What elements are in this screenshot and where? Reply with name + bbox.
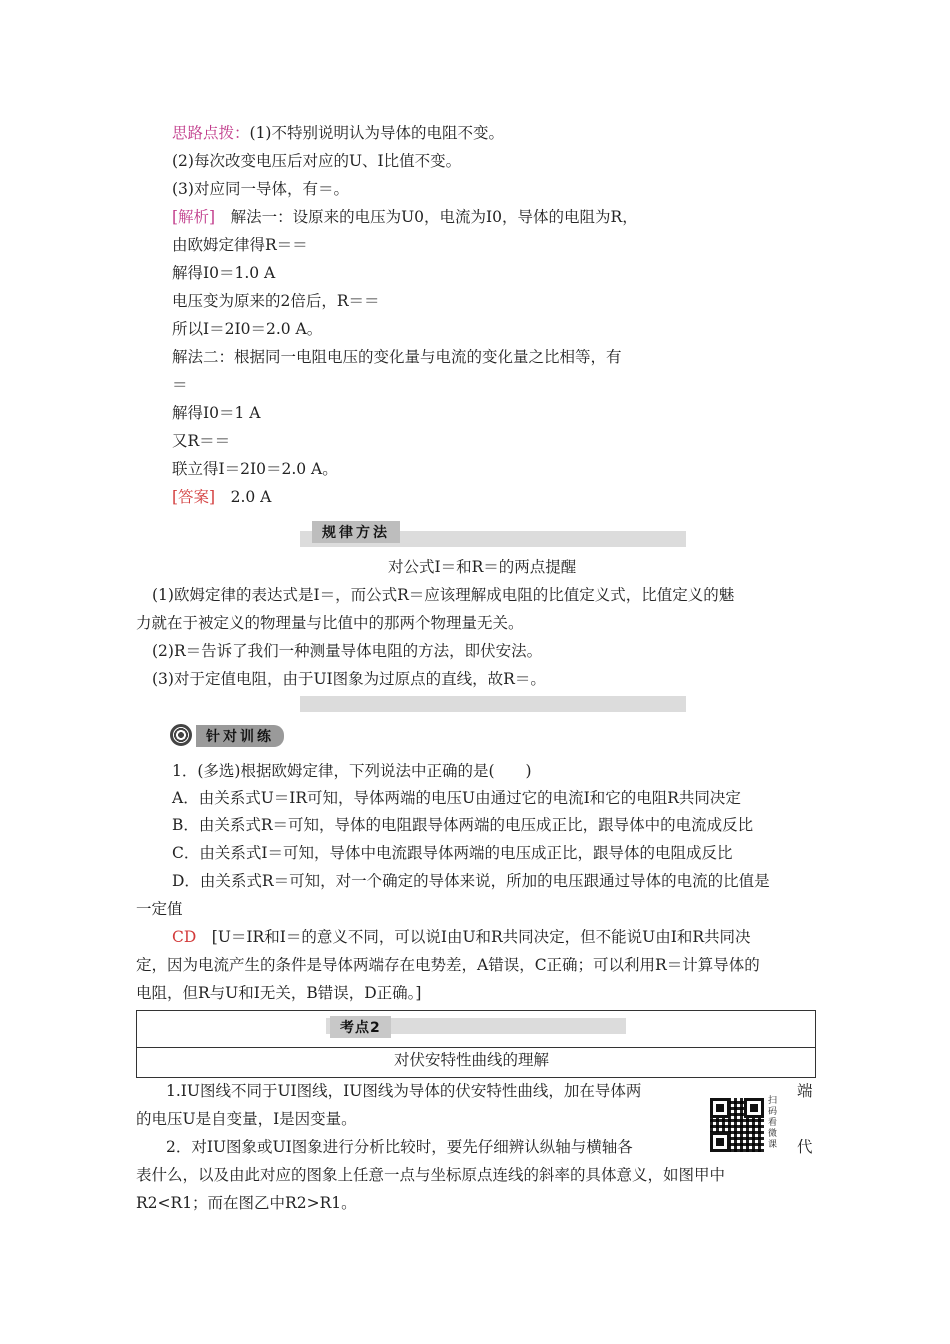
option-d-1: D．由关系式R＝可知，对一个确定的导体来说，所加的电压跟通过导体的电流的比值是 [172, 872, 770, 890]
option-c: C．由关系式I＝可知，导体中电流跟导体两端的电压成正比，跟导体的电阻成反比 [172, 844, 733, 862]
hint-line-3: (3)对应同一导体，有＝。 [172, 180, 349, 198]
solution-line-6: 解法二：根据同一电阻电压的变化量与电流的变化量之比相等，有 [172, 348, 622, 366]
qr-caption: 扫码看微课 [768, 1096, 778, 1150]
explanation-text-1: [U＝IR和I＝的意义不同，可以说I由U和R共同决定，但不能说U由I和R共同决 [196, 928, 751, 946]
method-para-3: (3)对于定值电阻，由于UI图象为过原点的直线，故R＝。 [152, 670, 546, 688]
solution-line-2: 由欧姆定律得R＝＝ [172, 236, 308, 254]
kaodian-para-2b: 表什么，以及由此对应的图象上任意一点与坐标原点连线的斜率的具体意义，如图甲中 [136, 1166, 726, 1184]
training-tag: 针对训练 [196, 725, 284, 747]
kaodian-title: 对伏安特性曲线的理解 [394, 1051, 550, 1069]
kaodian-divider [137, 1047, 815, 1048]
target-icon [170, 724, 192, 746]
explanation-line-1 [172, 926, 751, 948]
question-stem: 1．(多选)根据欧姆定律，下列说法中正确的是( ) [172, 762, 532, 780]
kaodian-para-1b: 的电压U是自变量，I是因变量。 [136, 1110, 357, 1128]
option-d-2: 一定值 [136, 900, 183, 918]
qr-finder-3 [710, 1132, 730, 1152]
answer-value: 2.0 A [215, 488, 272, 506]
answer-label: [答案] [172, 488, 216, 506]
solution-line-10: 联立得I＝2I0＝2.0 A。 [172, 460, 338, 478]
solution-line-3: 解得I0＝1.0 A [172, 264, 276, 282]
method-para-1a: (1)欧姆定律的表达式是I＝，而公式R＝应该理解成电阻的比值定义式，比值定义的魅 [152, 586, 735, 604]
explanation-line-3: 电阻，但R与U和I无关，B错误，D正确。] [136, 984, 422, 1002]
solution-line-9: 又R＝＝ [172, 432, 231, 450]
hint-text-1: (1)不特别说明认为导体的电阻不变。 [249, 124, 504, 142]
solution-text-1: 解法一：设原来的电压为U0，电流为I0，导体的电阻为R， [215, 208, 638, 226]
method-title: 对公式I＝和R＝的两点提醒 [388, 558, 577, 576]
kaodian-para-1a: 1.IU图线不同于UI图线，IU图线为导体的伏安特性曲线，加在导体两 [166, 1082, 642, 1100]
qr-finder-2 [744, 1098, 764, 1118]
kaodian-tag: 考点2 [330, 1016, 391, 1038]
option-b: B．由关系式R＝可知，导体的电阻跟导体两端的电压成正比，跟导体中的电流成反比 [172, 816, 754, 834]
explanation-line-2: 定，因为电流产生的条件是导体两端存在电势差，A错误，C正确；可以利用R＝计算导体的 [136, 956, 760, 974]
hint-line-1 [172, 122, 504, 144]
solution-line-1 [172, 206, 638, 228]
kaodian-para-2a: 2．对IU图象或UI图象进行分析比较时，要先仔细辨认纵轴与横轴各 [166, 1138, 633, 1156]
hint-label: 思路点拨： [172, 124, 250, 142]
kaodian-para-2c: R2<R1；而在图乙中R2>R1。 [136, 1194, 357, 1212]
method-para-2: (2)R＝告诉了我们一种测量导体电阻的方法，即伏安法。 [152, 642, 543, 660]
method-para-1b: 力就在于被定义的物理量与比值中的那两个物理量无关。 [136, 614, 524, 632]
hint-line-2: (2)每次改变电压后对应的U、I比值不变。 [172, 152, 462, 170]
solution-line-7: ＝ [172, 376, 188, 394]
solution-line-4: 电压变为原来的2倍后，R＝＝ [172, 292, 380, 310]
solution-line-5: 所以I＝2I0＝2.0 A。 [172, 320, 323, 338]
method-footer-bar [300, 696, 686, 712]
kaodian-para-1a-end: 端 [797, 1082, 813, 1100]
qr-code-icon[interactable] [710, 1098, 764, 1152]
kaodian-para-2a-end: 代 [797, 1138, 813, 1156]
solution-line-8: 解得I0＝1 A [172, 404, 261, 422]
answer-line [172, 486, 271, 508]
option-a: A．由关系式U＝IR可知，导体两端的电压U由通过它的电流I和它的电阻R共同决定 [172, 789, 741, 807]
method-tag: 规律方法 [312, 521, 400, 543]
qr-finder-1 [710, 1098, 730, 1118]
solution-label: [解析] [172, 208, 216, 226]
answer-choice: CD [172, 928, 197, 946]
